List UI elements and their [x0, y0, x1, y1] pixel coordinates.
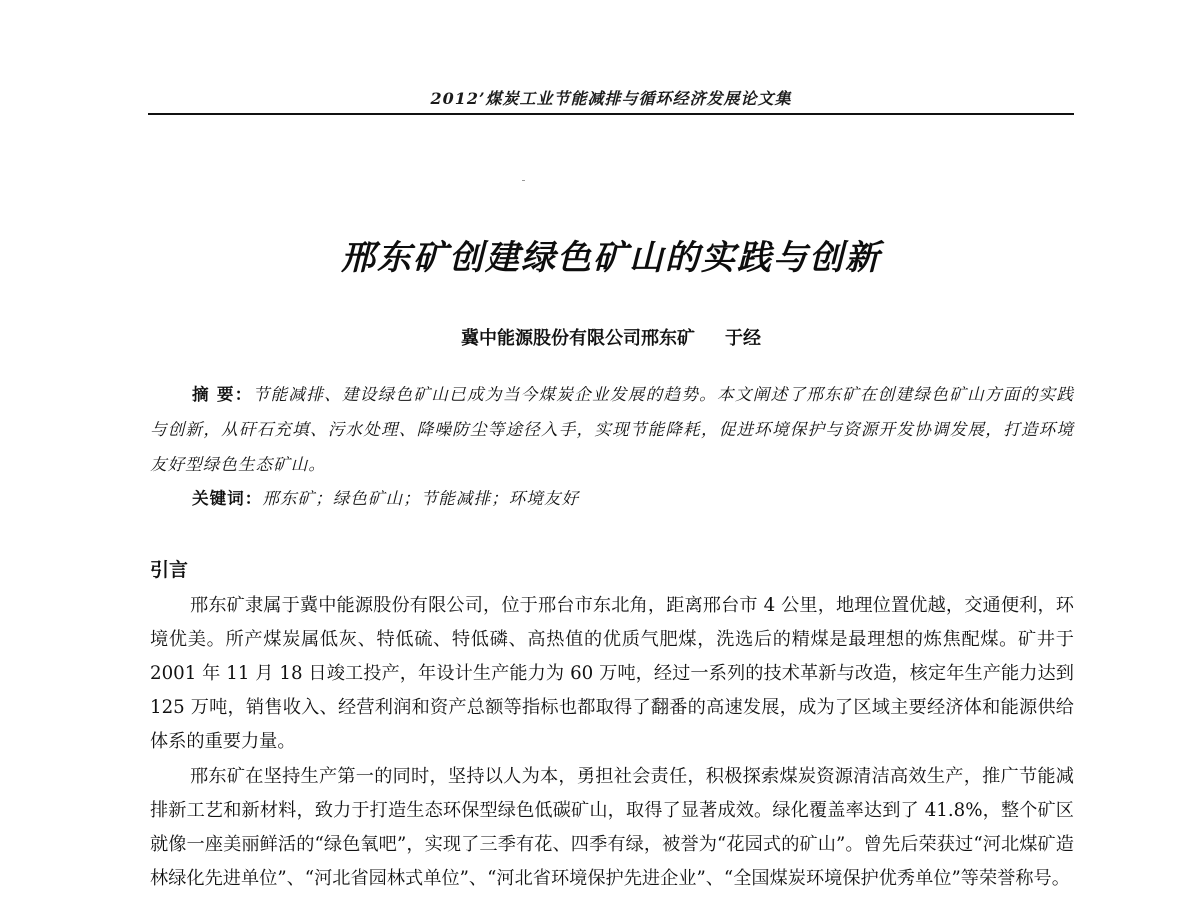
keywords-text: 邢东矿；绿色矿山；节能减排；环境友好: [262, 489, 580, 508]
article-title: 邢东矿创建绿色矿山的实践与创新: [341, 238, 881, 278]
abstract: [150, 377, 1074, 482]
section-heading: 引言: [150, 559, 189, 581]
scan-speck: [522, 180, 525, 181]
abstract-label: 摘 要：: [192, 385, 253, 404]
body-paragraph: 邢东矿隶属于冀中能源股份有限公司，位于邢台市东北角，距离邢台市 4 公里，地理位置优越，交通便利，环境优美。所产煤炭属低灰、特低硫、特低磷、高热值的优质气肥煤，洗选后的精煤是最理想的炼焦配煤。矿井于 2001 年 11 月 18 日竣工投产，年设计生产能力为 60 万吨，经过一系列的技术革新与改造，核定年生产能力达到 125 万吨，销售收入、经营利润和资产总额等指标也都取得了翻番的高速发展，成为了区域主要经济体和能源供给体系的重要力量。: [150, 595, 1074, 752]
author-affiliation: 冀中能源股份有限公司邢东矿: [461, 328, 695, 349]
author-name: 于经: [725, 328, 761, 349]
body-paragraph: 邢东矿在坚持生产第一的同时，坚持以人为本，勇担社会责任，积极探索煤炭资源清洁高效生产，推广节能减排新工艺和新材料，致力于打造生态环保型绿色低碳矿山，取得了显著成效。绿化覆盖率达到了 41.8%，整个矿区就像一座美丽鲜活的“绿色氧吧”，实现了三季有花、四季有绿，被誉为“花园式的矿山”。曾先后荣获过“河北煤矿造林绿化先进单位”、“河北省园林式单位”、“河北省环境保护先进企业”、“全国煤炭环境保护优秀单位”等荣誉称号。: [150, 766, 1074, 889]
abstract-text: 节能减排、建设绿色矿山已成为当今煤炭企业发展的趋势。本文阐述了邢东矿在创建绿色矿山方面的实践与创新，从矸石充填、污水处理、降噪防尘等途径入手，实现节能降耗，促进环境保护与资源开发协调发展，打造环境友好型绿色生态矿山。: [150, 385, 1075, 474]
keywords: [192, 485, 1072, 513]
author-line: [148, 324, 1074, 350]
keywords-label: 关键词：: [192, 489, 263, 508]
header-rule: [148, 113, 1074, 115]
running-header: 2012’煤炭工业节能减排与循环经济发展论文集: [430, 89, 792, 108]
